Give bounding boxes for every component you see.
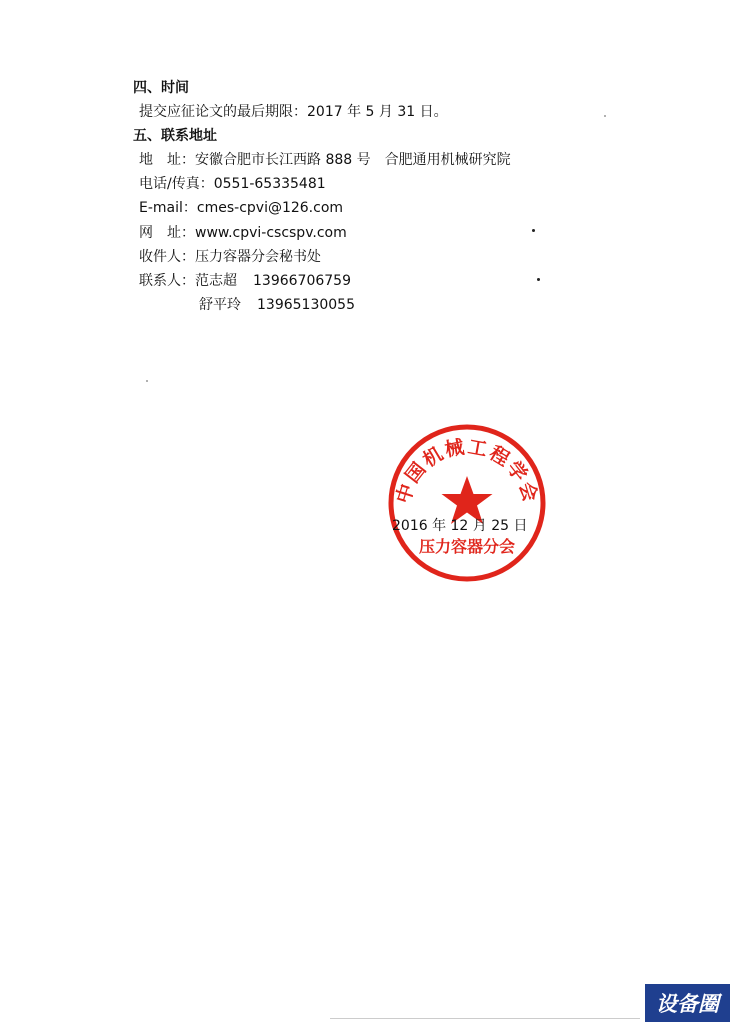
recipient-label: 收件人： [139,249,195,265]
phone-value: 0551-65335481 [213,176,326,192]
contact-name: 舒平玲 [199,297,241,313]
recipient-row [139,248,321,266]
contact-row-2 [199,296,355,314]
svg-text:设备圈: 设备圈 [656,992,719,1016]
contact-row-1 [139,272,351,290]
scan-speck [146,380,148,382]
address-value: 安徽合肥市长江西路 888 号 合肥通用机械研究院 [195,152,511,168]
svg-text:中国机械工程学会: 中国机械工程学会 [392,435,542,507]
contact-name: 范志超 [195,273,237,289]
email-value: cmes-cpvi@126.com [196,200,344,216]
contact-label: 联系人： [139,273,195,289]
bottom-divider [330,1018,640,1019]
scan-speck [532,229,535,232]
contact-phone: 13966706759 [253,273,351,289]
official-seal-stamp [386,422,548,584]
website-label: 网 址： [139,225,195,241]
section-time-heading: 四、时间 [133,80,189,96]
email-row [139,199,343,217]
recipient-value: 压力容器分会秘书处 [195,249,321,265]
section-contact-heading: 五、联系地址 [133,128,217,144]
svg-text:压力容器分会: 压力容器分会 [418,537,516,556]
scan-speck [537,278,540,281]
website-row [139,224,347,242]
contact-phone: 13965130055 [257,297,355,313]
phone-label: 电话/传真： [139,176,214,192]
address-row [139,151,511,169]
scan-speck [604,115,606,117]
deadline-text: 提交应征论文的最后期限：2017 年 5 月 31 日。 [139,104,448,120]
signature-date: 2016 年 12 月 25 日 [392,518,528,534]
address-label: 地 址： [139,152,195,168]
email-label: E-mail： [139,200,197,216]
watermark-logo [645,984,730,1022]
phone-row [139,175,326,193]
website-value: www.cpvi-cscspv.com [195,225,347,241]
